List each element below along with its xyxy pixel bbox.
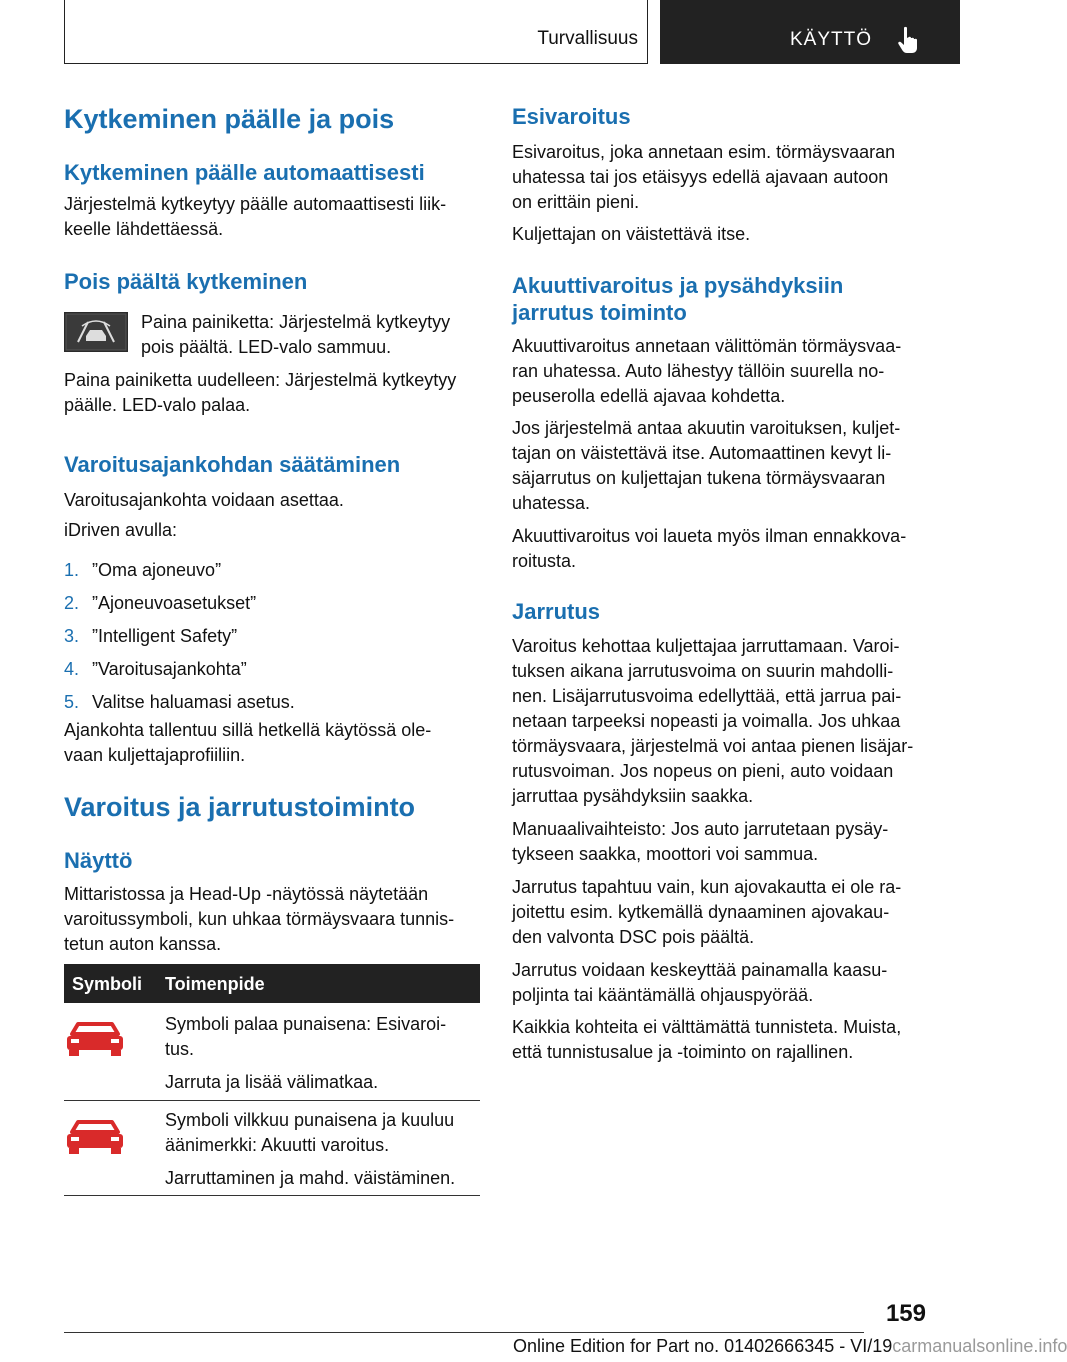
- paragraph-auto-on: Järjestelmä kytkeytyy päälle automaattisesti liik- keelle lähdettäessä.: [64, 194, 447, 239]
- page-number: 159: [885, 1300, 926, 1327]
- step-list: [64, 558, 295, 723]
- list-item: 2. ”Ajoneuvoasetukset”: [64, 593, 257, 613]
- table-header-symbol: Symboli: [72, 974, 143, 994]
- paragraph-press-button-off: Paina painiketta: Järjestelmä kytkeytyy pois päältä. LED-valo sammuu.: [141, 312, 451, 357]
- watermark: carmanualsonline.info: [892, 1336, 1067, 1356]
- edition-text: Online Edition for Part no. 01402666345 - VI/19: [513, 1336, 893, 1356]
- heading-warning-timing: Varoitusajankohdan säätäminen: [64, 452, 401, 477]
- table-divider: [64, 1195, 480, 1196]
- paragraph-braking-4: Jarrutus voidaan keskeyttää painamalla kaasu- poljinta tai kääntämällä ohjauspyörää.: [512, 960, 888, 1005]
- paragraph-pre-warning: Esivaroitus, joka annetaan esim. törmäysvaaran uhatessa tai jos etäisyys edellä ajavaan autoon on erittäin pieni.: [512, 142, 896, 212]
- heading-auto-on: Kytkeminen päälle automaattisesti: [64, 160, 425, 185]
- paragraph-braking-3: Jarrutus tapahtuu vain, kun ajovakautta ei ole ra- joitettu esim. kytkemällä dynaaminen ajovakau- den valvonta DSC pois päältä.: [512, 877, 902, 947]
- paragraph-saved-profile: Ajankohta tallentuu sillä hetkellä käytössä ole- vaan kuljettajaprofiiliin.: [64, 720, 432, 765]
- heading-acute-warning: Akuuttivaroitus ja pysähdyksiin jarrutus toiminto: [512, 273, 844, 325]
- heading-braking: Jarrutus: [512, 599, 601, 624]
- table-header-action: Toimenpide: [165, 974, 265, 994]
- paragraph-press-again-on: Paina painiketta uudelleen: Järjestelmä kytkeytyy päälle. LED-valo palaa.: [64, 370, 457, 415]
- paragraph-timing: Varoitusajankohta voidaan asettaa.: [64, 490, 344, 510]
- heading-switch-on-off: Kytkeminen päälle ja pois: [64, 104, 395, 134]
- paragraph-idrive: iDriven avulla:: [64, 520, 178, 540]
- paragraph-display: Mittaristossa ja Head-Up -näytössä näytetään varoitussymboli, kun uhkaa törmäysvaara tunnis- tetun auton kanssa.: [64, 884, 455, 954]
- paragraph-acute-2: Jos järjestelmä antaa akuutin varoituksen, kuljet- tajan on väistettävä itse. Automaattinen kevyt li- säjarrutus on kuljettajan tukena törmäysvaaran uhatessa.: [512, 418, 901, 513]
- paragraph-braking-5: Kaikkia kohteita ei välttämättä tunnisteta. Muista, että tunnistusalue ja -toiminto on rajallinen.: [512, 1017, 902, 1062]
- footer-rule: [64, 1332, 864, 1333]
- list-item: 1. ”Oma ajoneuvo”: [64, 560, 222, 580]
- paragraph-acute-3: Akuuttivaroitus voi laueta myös ilman ennakkova- roitusta.: [512, 526, 907, 571]
- heading-warning-braking: Varoitus ja jarrutustoiminto: [64, 792, 416, 822]
- header-section-title: Turvallisuus: [537, 28, 638, 49]
- list-item: 4. ”Varoitusajankohta”: [64, 659, 247, 679]
- list-item: 5. Valitse haluamasi asetus.: [64, 692, 295, 712]
- paragraph-braking-1: Varoitus kehottaa kuljettajaa jarruttamaan. Varoi- tuksen aikana jarrutusvoima on suurin mahdolli- nen. Lisäjarrutusvoima edellyttää, että jarrua pai- netaan tarpeeksi nopeasti ja voimalla. Jos uhkaa törmäysvaara, järjestelmä voi antaa pienen lisäjar- rutusvoiman. Jos nopeus on pieni, auto voidaan jarruttaa pysähdyksiin saakka.: [512, 636, 914, 806]
- table-row: Symboli vilkkuu punaisena ja kuuluu äänimerkki: Akuutti varoitus. Jarruttaminen ja mahd. väistäminen.: [165, 1110, 456, 1188]
- paragraph-driver-evade: Kuljettajan on väistettävä itse.: [512, 224, 751, 244]
- table-row: Symboli palaa punaisena: Esivaroi- tus. Jarruta ja lisää välimatkaa.: [165, 1014, 447, 1092]
- collision-warning-button-icon: [64, 312, 128, 352]
- paragraph-acute-1: Akuuttivaroitus annetaan välittömän törmäysvaa- ran uhatessa. Auto lähestyy tällöin suurella no- peuserolla edellä ajavaa kohdetta.: [512, 336, 902, 406]
- footer-edition: [513, 1336, 1067, 1357]
- heading-pre-warning: Esivaroitus: [512, 104, 631, 129]
- header-chapter-label: KÄYTTÖ: [790, 29, 873, 50]
- paragraph-braking-2: Manuaalivaihteisto: Jos auto jarrutetaan pysäy- tykseen saakka, moottori voi sammua.: [512, 819, 889, 864]
- table-divider: [64, 1100, 480, 1101]
- list-item: 3. ”Intelligent Safety”: [64, 626, 238, 646]
- heading-display: Näyttö: [64, 848, 133, 873]
- hand-pointer-icon: [896, 26, 920, 54]
- heading-switch-off: Pois päältä kytkeminen: [64, 269, 308, 294]
- red-car-warning-icon: [64, 1020, 126, 1058]
- red-car-warning-icon: [64, 1118, 126, 1156]
